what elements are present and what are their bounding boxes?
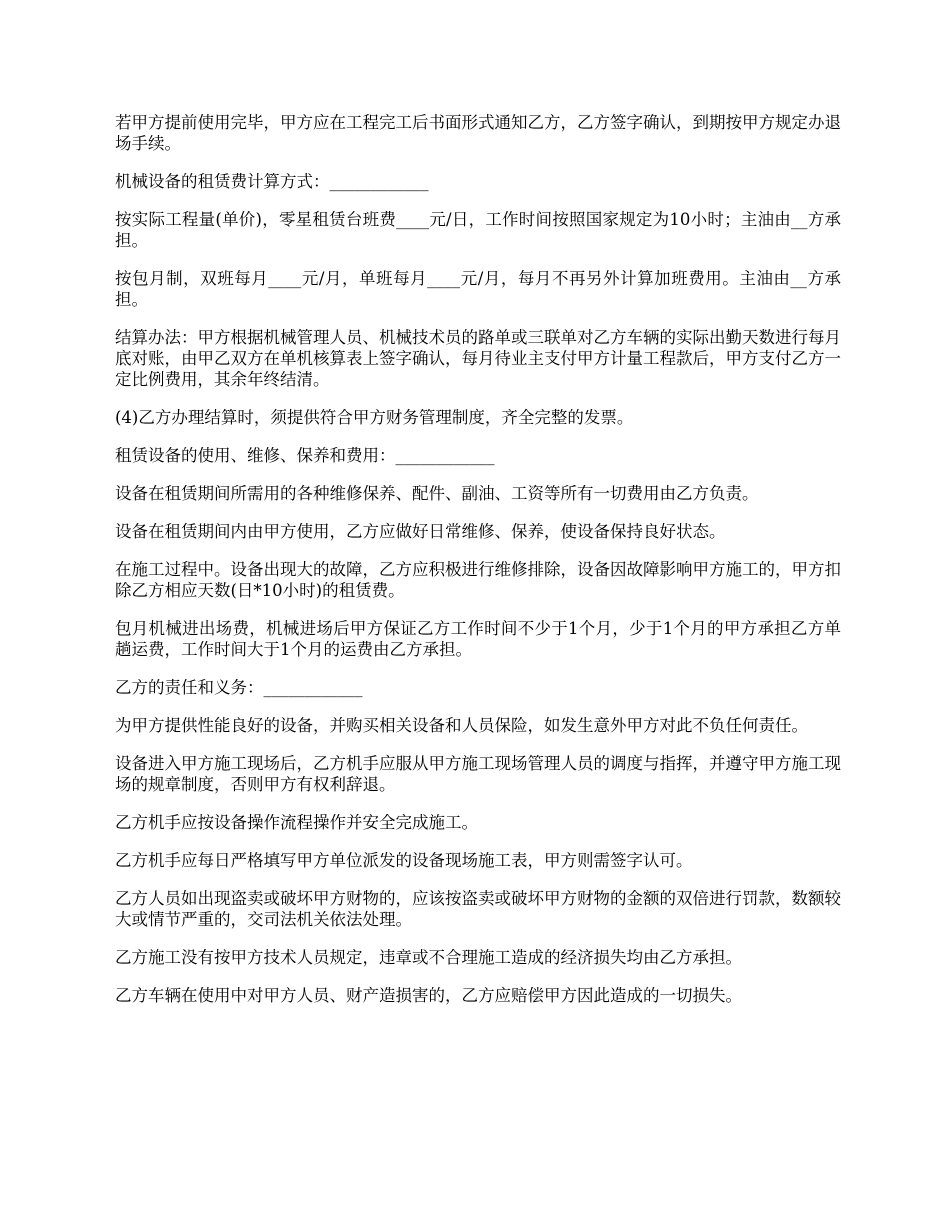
paragraph-rental-fee-method: 机械设备的租赁费计算方式：____________ — [115, 172, 429, 191]
paragraph-violation-losses: 乙方施工没有按甲方技术人员规定，违章或不合理施工造成的经济损失均由乙方承担。 — [115, 948, 742, 967]
document-page — [115, 112, 841, 1023]
paragraph-settlement: 结算办法：甲方根据机械管理人员、机械技术员的路单或三联单对乙方车辆的实际出勤天数进行每月底对账，由甲乙双方在单机核算表上签字确认，每月待业主支付甲方计量工程款后，甲方支付乙方一定比例费用，其余年终结清。 — [115, 328, 841, 389]
paragraph-theft-penalty: 乙方人员如出现盗卖或破坏甲方财物的，应该按盗卖或破坏甲方财物的金额的双倍进行罚款，数额较大或情节严重的，交司法机关依法处理。 — [115, 889, 841, 929]
paragraph-unit-price: 按实际工程量(单价)，零星租赁台班费____元/日，工作时间按照国家规定为10小时；主油由__方承担。 — [115, 210, 841, 250]
paragraph-party-b-duties-heading: 乙方的责任和义务：____________ — [115, 678, 363, 697]
paragraph-early-completion: 若甲方提前使用完毕，甲方应在工程完工后书面形式通知乙方，乙方签字确认，到期按甲方规定办退场手续。 — [115, 113, 841, 153]
paragraph-site-rules: 设备进入甲方施工现场后，乙方机手应服从甲方施工现场管理人员的调度与指挥，并遵守甲方施工现场的规章制度，否则甲方有权利辞退。 — [115, 754, 841, 794]
paragraph-maintenance-costs: 设备在租赁期间所需用的各种维修保养、配件、副油、工资等所有一切费用由乙方负责。 — [115, 484, 759, 503]
paragraph-daily-form: 乙方机手应每日严格填写甲方单位派发的设备现场施工表，甲方则需签字认可。 — [115, 851, 693, 870]
paragraph-daily-maintenance: 设备在租赁期间内由甲方使用，乙方应做好日常维修、保养，使设备保持良好状态。 — [115, 522, 726, 541]
paragraph-transport-fee: 包月机械进出场费，机械进场后甲方保证乙方工作时间不少于1个月，少于1个月的甲方承担乙方单趟运费，工作时间大于1个月的运费由乙方承担。 — [115, 619, 841, 659]
paragraph-safe-operation: 乙方机手应按设备操作流程操作并安全完成施工。 — [115, 813, 478, 832]
paragraph-breakdown: 在施工过程中。设备出现大的故障，乙方应积极进行维修排除，设备因故障影响甲方施工的，甲方扣除乙方相应天数(日*10小时)的租赁费。 — [115, 560, 841, 600]
paragraph-invoice: (4)乙方办理结算时，须提供符合甲方财务管理制度，齐全完整的发票。 — [115, 408, 634, 427]
paragraph-damage-compensation: 乙方车辆在使用中对甲方人员、财产造损害的，乙方应赔偿甲方因此造成的一切损失。 — [115, 986, 742, 1005]
paragraph-equipment-insurance: 为甲方提供性能良好的设备，并购买相关设备和人员保险，如发生意外甲方对此不负任何责任。 — [115, 716, 808, 735]
paragraph-usage-maintenance-heading: 租赁设备的使用、维修、保养和费用：____________ — [115, 446, 495, 465]
paragraph-monthly-package: 按包月制，双班每月____元/月，单班每月____元/月，每月不再另外计算加班费用。主油由__方承担。 — [115, 269, 841, 309]
